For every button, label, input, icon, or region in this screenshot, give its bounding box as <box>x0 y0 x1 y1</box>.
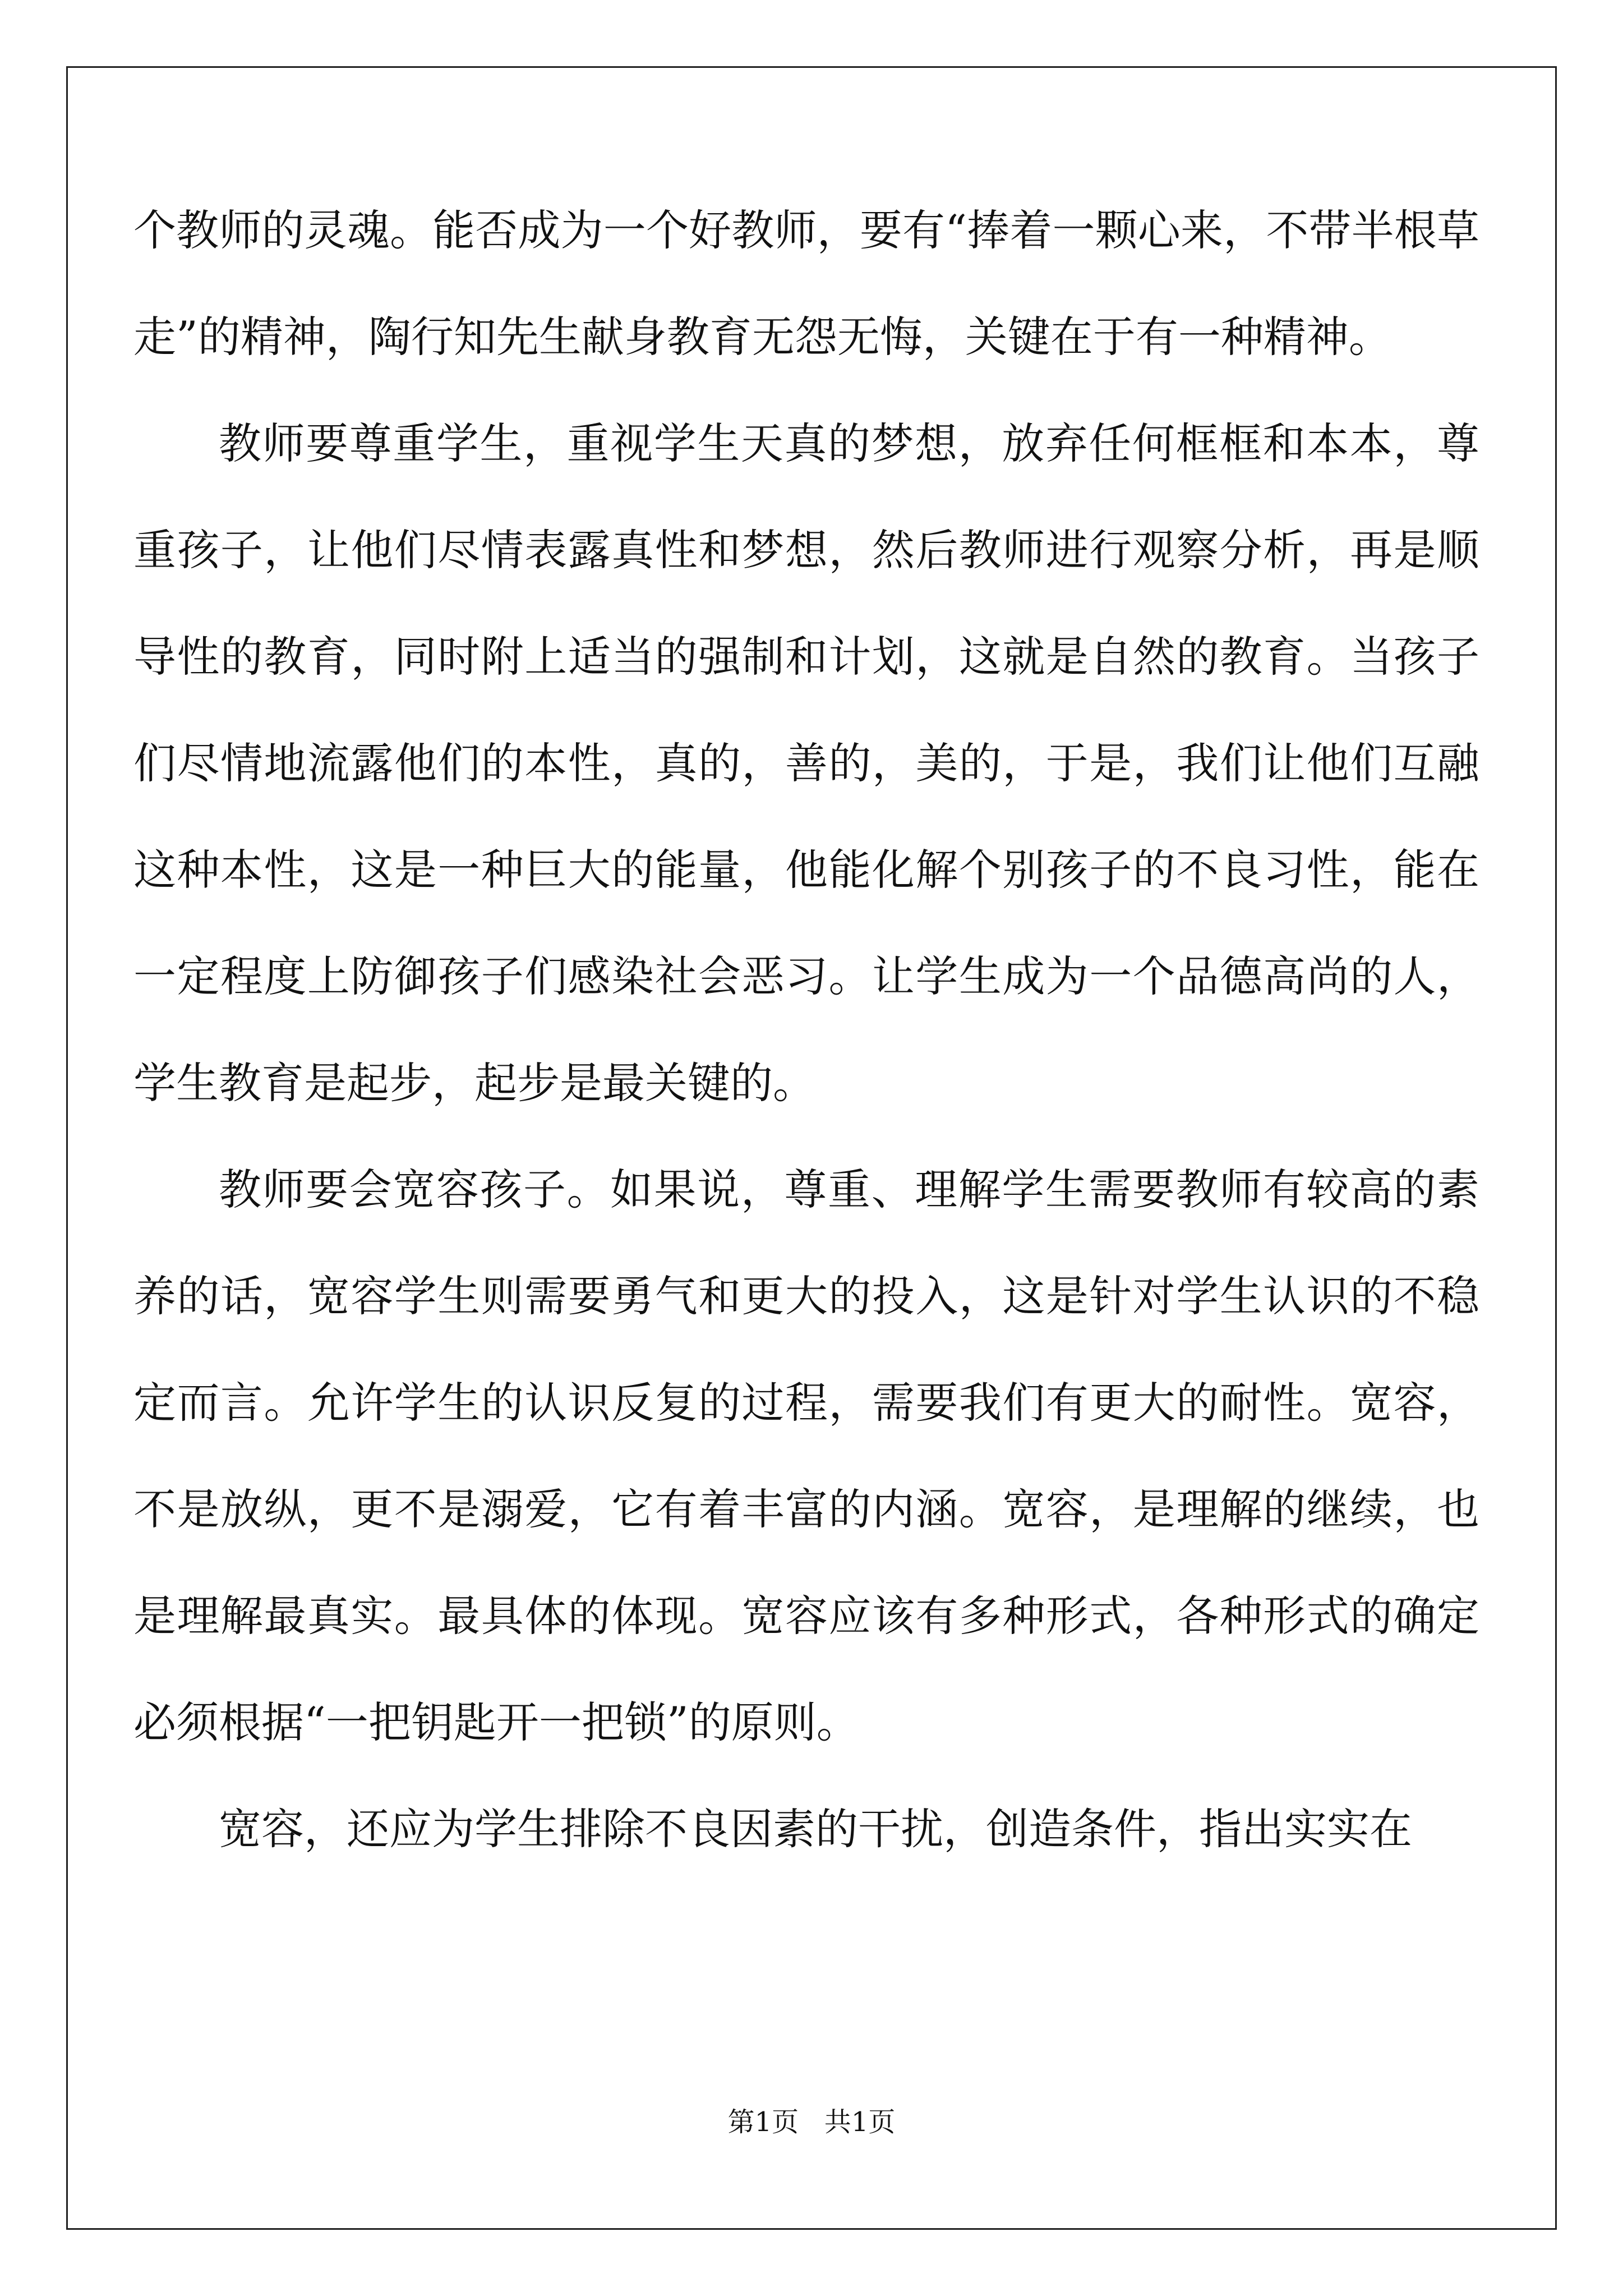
paragraph-3: 教师要会宽容孩子。如果说，尊重、理解学生需要教师有较高的素养的话，宽容学生则需要勇气和更大的投入，这是针对学生认识的不稳定而言。允许学生的认识反复的过程，需要我们有更大的耐性。宽容，不是放纵，更不是溺爱，它有着丰富的内涵。宽容，是理解的继续，也是理解最真实。最具体的体现。宽容应该有多种形式，各种形式的确定必须根据“一把钥匙开一把锁”的原则。 <box>133 1165 1479 1747</box>
page-number-footer: 第1页 共1页 <box>727 2106 896 2138</box>
document-body <box>133 177 1479 1883</box>
paragraph-1: 个教师的灵魂。能否成为一个好教师，要有“捧着一颗心来，不带半根草走”的精神，陶行知先生献身教育无怨无悔，关键在于有一种精神。 <box>133 205 1479 362</box>
paragraph-4: 宽容，还应为学生排除不良因素的干扰，创造条件，指出实实在 <box>219 1804 1412 1854</box>
paragraph-2: 教师要尊重学生，重视学生天真的梦想，放弃任何框框和本本，尊重孩子，让他们尽情表露真性和梦想，然后教师进行观察分析，再是顺导性的教育，同时附上适当的强制和计划，这就是自然的教育。当孩子们尽情地流露他们的本性，真的，善的，美的，于是，我们让他们互融这种本性，这是一种巨大的能量，他能化解个别孩子的不良习性，能在一定程度上防御孩子们感染社会恶习。让学生成为一个品德高尚的人，学生教育是起步，起步是最关键的。 <box>133 418 1479 1108</box>
